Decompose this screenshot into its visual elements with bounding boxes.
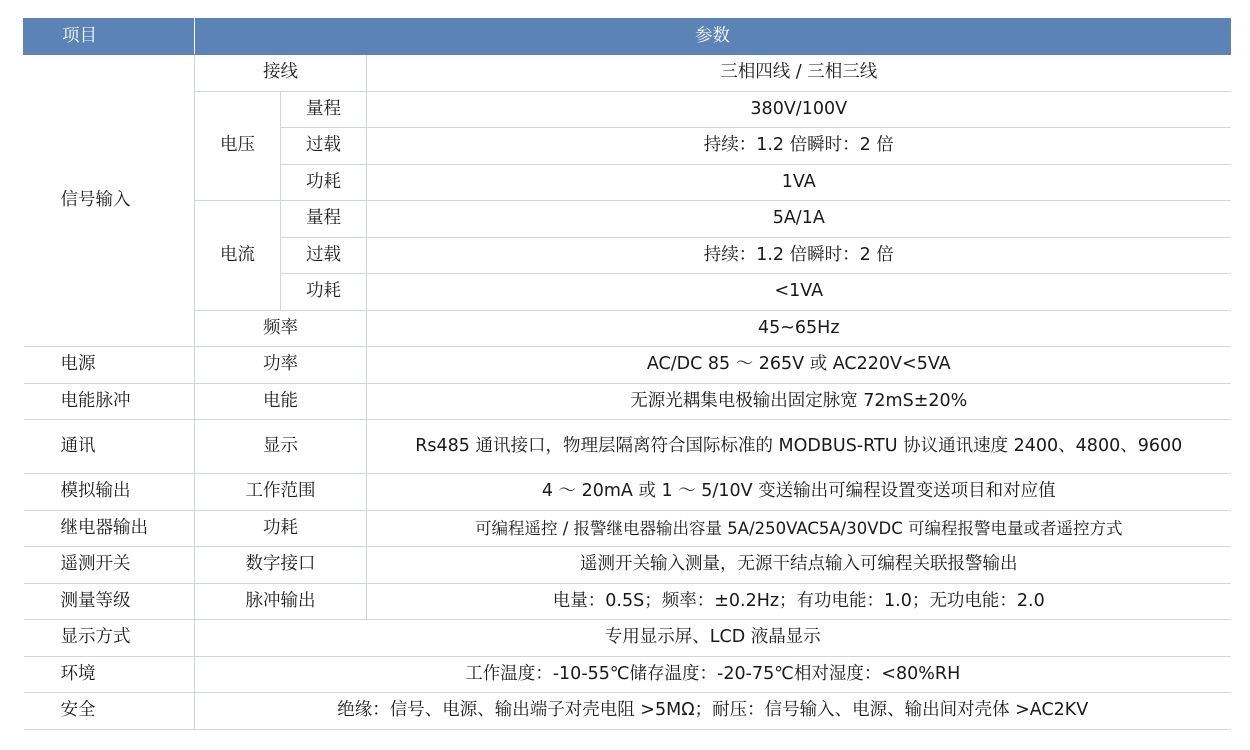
voltage-overload-label: 过载	[281, 128, 367, 165]
row-value: 4 ～ 20mA 或 1 ～ 5/10V 变送输出可编程设置变送项目和对应值	[367, 474, 1231, 511]
row-value: 无源光耦集电极输出固定脉宽 72mS±20%	[367, 383, 1231, 420]
current-overload-value: 持续：1.2 倍瞬时：2 倍	[367, 237, 1231, 274]
sub-frequency: 频率	[195, 310, 367, 347]
header-param: 参数	[195, 19, 1231, 55]
row-sub: 功耗	[195, 510, 367, 547]
sub-wiring: 接线	[195, 55, 367, 92]
current-power-value: <1VA	[367, 274, 1231, 311]
row-item: 显示方式	[24, 620, 195, 657]
row-value: 工作温度：-10-55℃储存温度：-20-75℃相对湿度：<80%RH	[195, 656, 1231, 693]
row-item: 遥测开关	[24, 547, 195, 584]
table-row	[24, 547, 1231, 584]
row-value: 遥测开关输入测量，无源干结点输入可编程关联报警输出	[367, 547, 1231, 584]
table-row	[24, 310, 1231, 347]
current-power-label: 功耗	[281, 274, 367, 311]
row-item: 电能脉冲	[24, 383, 195, 420]
row-sub: 电能	[195, 383, 367, 420]
spec-table	[23, 18, 1231, 730]
row-value: 可编程遥控 / 报警继电器输出容量 5A/250VAC5A/30VDC 可编程报警电量或者遥控方式	[367, 510, 1231, 547]
table-row	[24, 583, 1231, 620]
row-value: 绝缘：信号、电源、输出端子对壳电阻 >5MΩ；耐压：信号输入、电源、输出间对壳体 >AC2KV	[195, 693, 1231, 730]
row-item: 测量等级	[24, 583, 195, 620]
table-row	[24, 510, 1231, 547]
table-row	[24, 620, 1231, 657]
row-item: 安全	[24, 693, 195, 730]
row-value: AC/DC 85 ～ 265V 或 AC220V<5VA	[367, 347, 1231, 384]
header-item: 项目	[24, 19, 195, 55]
row-item: 环境	[24, 656, 195, 693]
row-sub: 脉冲输出	[195, 583, 367, 620]
voltage-power-value: 1VA	[367, 164, 1231, 201]
category-signal-input: 信号输入	[24, 55, 195, 347]
row-item: 模拟输出	[24, 474, 195, 511]
row-item: 电源	[24, 347, 195, 384]
table-row	[24, 420, 1231, 474]
table-row	[24, 55, 1231, 92]
voltage-range-label: 量程	[281, 91, 367, 128]
current-range-value: 5A/1A	[367, 201, 1231, 238]
table-row	[24, 693, 1231, 730]
current-overload-label: 过载	[281, 237, 367, 274]
table-row	[24, 383, 1231, 420]
table-row	[24, 474, 1231, 511]
voltage-overload-value: 持续：1.2 倍瞬时：2 倍	[367, 128, 1231, 165]
row-value: 电量：0.5S；频率：±0.2Hz；有功电能：1.0；无功电能：2.0	[367, 583, 1231, 620]
row-sub: 数字接口	[195, 547, 367, 584]
table-row	[24, 656, 1231, 693]
row-value: Rs485 通讯接口，物理层隔离符合国际标准的 MODBUS-RTU 协议通讯速度 2400、4800、9600	[367, 420, 1231, 474]
table-row	[24, 347, 1231, 384]
row-value: 专用显示屏、LCD 液晶显示	[195, 620, 1231, 657]
table-header-row	[24, 19, 1231, 55]
table-row	[24, 201, 1231, 238]
current-range-label: 量程	[281, 201, 367, 238]
voltage-range-value: 380V/100V	[367, 91, 1231, 128]
table-row	[24, 91, 1231, 128]
row-item: 通讯	[24, 420, 195, 474]
sub-current: 电流	[195, 201, 281, 311]
row-item: 继电器输出	[24, 510, 195, 547]
voltage-power-label: 功耗	[281, 164, 367, 201]
row-sub: 显示	[195, 420, 367, 474]
value-wiring: 三相四线 / 三相三线	[367, 55, 1231, 92]
value-frequency: 45~65Hz	[367, 310, 1231, 347]
row-sub: 工作范围	[195, 474, 367, 511]
sub-voltage: 电压	[195, 91, 281, 201]
row-sub: 功率	[195, 347, 367, 384]
